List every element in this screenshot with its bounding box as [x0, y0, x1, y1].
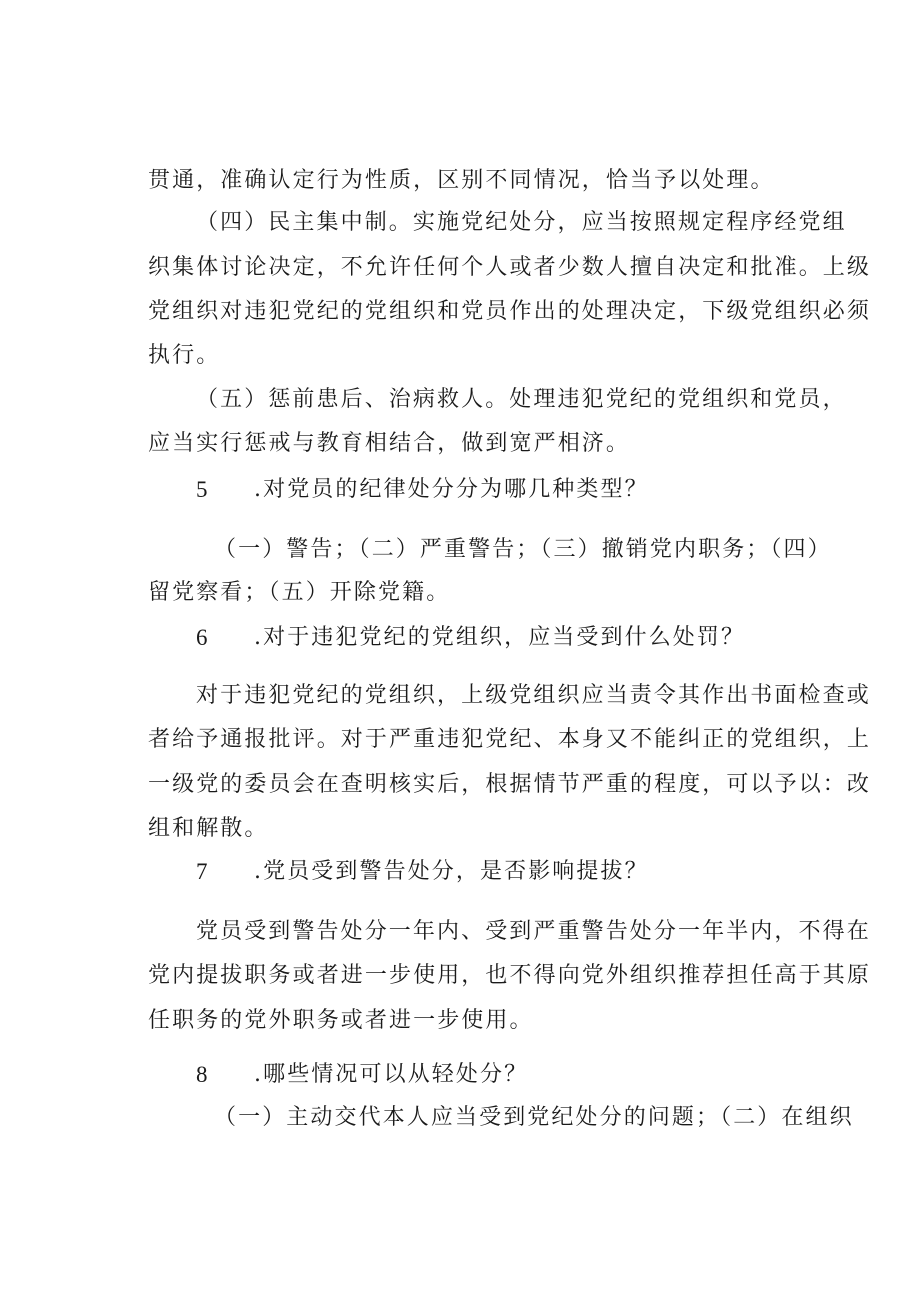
paragraph-line: （五）惩前患后、治病救人。处理违犯党纪的党组织和党员， — [196, 387, 847, 412]
paragraph-line: 贯通，准确认定行为性质，区别不同情况，恰当予以处理。 — [148, 168, 775, 193]
answer-line: 留党察看；（五）开除党籍。 — [148, 580, 451, 605]
paragraph-line: （四）民主集中制。实施党纪处分，应当按照规定程序经党组 — [196, 210, 847, 235]
answer-line: 党员受到警告处分一年内、受到严重警告处分一年半内，不得在 — [196, 919, 871, 944]
answer-line: 对于违犯党纪的党组织，上级党组织应当责令其作出书面检查或 — [196, 683, 871, 708]
answer-line: 党内提拔职务或者进一步使用，也不得向党外组织推荐担任高于其原 — [148, 963, 872, 988]
question-number: 8 — [196, 1062, 208, 1087]
answer-line: 任职务的党外职务或者进一步使用。 — [148, 1008, 534, 1033]
paragraph-line: 应当实行惩戒与教育相结合，做到宽严相济。 — [148, 431, 631, 456]
question-text: .党员受到警告处分，是否影响提拔？ — [254, 859, 649, 884]
answer-line: 者给予通报批评。对于严重违犯党纪、本身又不能纠正的党组织，上 — [148, 727, 872, 752]
question-text: .哪些情况可以从轻处分？ — [254, 1062, 529, 1087]
question-number: 5 — [196, 477, 208, 502]
answer-line: （一）警告；（二）严重警告；（三）撤销党内职务；（四） — [214, 537, 832, 562]
paragraph-line: 织集体讨论决定，不允许任何个人或者少数人擅自决定和批准。上级 — [148, 255, 872, 280]
question-number: 6 — [196, 625, 208, 650]
question-text: .对党员的纪律处分分为哪几种类型？ — [254, 477, 649, 502]
answer-line: （一）主动交代本人应当受到党纪处分的问题；（二）在组织 — [214, 1105, 854, 1130]
answer-line: 一级党的委员会在查明核实后，根据情节严重的程度，可以予以：改 — [148, 772, 872, 797]
question-text: .对于违犯党纪的党组织，应当受到什么处罚？ — [254, 625, 746, 650]
question-number: 7 — [196, 859, 208, 884]
paragraph-line: 党组织对违犯党纪的党组织和党员作出的处理决定，下级党组织必须 — [148, 299, 872, 324]
answer-line: 组和解散。 — [148, 816, 269, 841]
paragraph-line: 执行。 — [148, 343, 221, 368]
